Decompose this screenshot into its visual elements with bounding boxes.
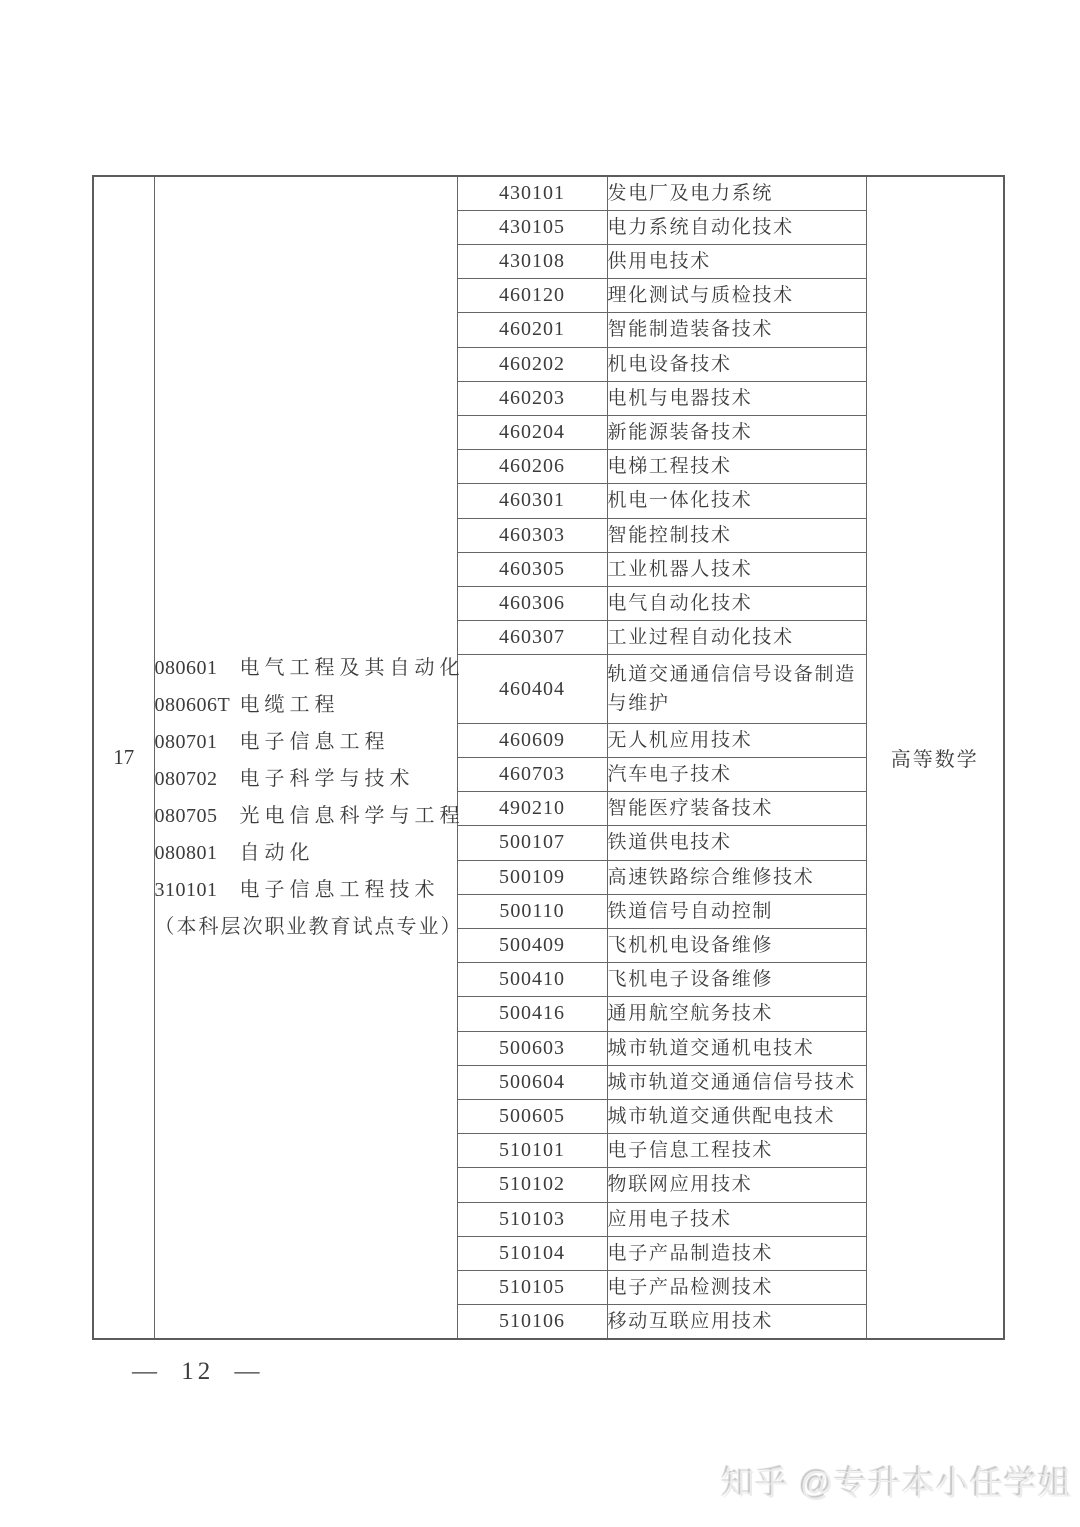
specialty-name-cell: 电力系统自动化技术: [607, 210, 866, 244]
specialty-code-cell: 460202: [457, 347, 607, 381]
specialty-name-cell: 飞机电子设备维修: [607, 963, 866, 997]
specialty-code-cell: 430108: [457, 244, 607, 278]
specialty-code-cell: 430101: [457, 176, 607, 210]
major-mapping-table: [92, 175, 1005, 1340]
undergraduate-majors-list: [154, 650, 465, 946]
undergraduate-major-line: [155, 761, 457, 798]
undergraduate-major-name: 电子科学与技术: [239, 767, 415, 790]
specialty-code-cell: 510103: [457, 1202, 607, 1236]
specialty-code-cell: 510101: [457, 1134, 607, 1168]
table-row: [93, 176, 1004, 210]
specialty-name-cell: 电子产品制造技术: [607, 1236, 866, 1270]
specialty-code-cell: 460306: [457, 586, 607, 620]
specialty-name-cell: 理化测试与质检技术: [607, 279, 866, 313]
undergraduate-major-line: [154, 798, 465, 835]
undergraduate-major-code: 080702: [154, 767, 218, 790]
specialty-name-cell: 电机与电器技术: [607, 381, 866, 415]
undergraduate-major-name: 电子信息工程: [239, 730, 390, 753]
specialty-code-cell: 460203: [457, 381, 607, 415]
specialty-code-cell: 460301: [457, 484, 607, 518]
specialty-name-cell: 飞机机电设备维修: [607, 928, 866, 962]
undergraduate-major-name: 电气工程及其自动化: [239, 656, 465, 679]
specialty-name-cell: 通用航空航务技术: [607, 997, 866, 1031]
specialty-code-cell: 510104: [457, 1236, 607, 1270]
undergraduate-major-code: 310101: [154, 878, 218, 901]
specialty-name-cell: 铁道信号自动控制: [607, 894, 866, 928]
specialty-name-cell: 智能控制技术: [607, 518, 866, 552]
undergraduate-major-line: [155, 687, 457, 724]
undergraduate-note: （本科层次职业教育试点专业）: [154, 915, 463, 938]
specialty-code-cell: 500605: [457, 1099, 607, 1133]
undergraduate-major-name: 电子信息工程技术: [239, 878, 440, 901]
specialty-name-cell: 物联网应用技术: [607, 1168, 866, 1202]
specialty-code-cell: 510106: [457, 1305, 607, 1339]
specialty-name-cell: 城市轨道交通通信信号技术: [607, 1065, 866, 1099]
specialty-name-cell: 电梯工程技术: [607, 450, 866, 484]
specialty-code-cell: 460201: [457, 313, 607, 347]
specialty-code-cell: 460703: [457, 757, 607, 791]
specialty-code-cell: 460404: [457, 655, 607, 723]
specialty-code-cell: 460204: [457, 415, 607, 449]
watermark-text: 知乎 @专升本小任学姐: [722, 1465, 1073, 1502]
specialty-code-cell: 500603: [457, 1031, 607, 1065]
specialty-name-cell: 发电厂及电力系统: [607, 176, 866, 210]
specialty-code-cell: 460206: [457, 450, 607, 484]
undergraduate-major-name: 光电信息科学与工程: [239, 804, 465, 827]
undergraduate-major-line: [154, 650, 465, 687]
specialty-name-cell: 供用电技术: [607, 244, 866, 278]
specialty-code-cell: 500409: [457, 928, 607, 962]
undergraduate-majors-cell: [154, 176, 465, 1339]
specialty-code-cell: 460609: [457, 723, 607, 757]
specialty-name-cell: 轨道交通通信信号设备制造与维护: [607, 655, 866, 723]
undergraduate-major-name: 电缆工程: [239, 693, 340, 716]
exam-subject-cell: 高等数学: [866, 176, 1004, 1339]
specialty-name-cell: 无人机应用技术: [607, 723, 866, 757]
specialty-name-cell: 高速铁路综合维修技术: [607, 860, 866, 894]
specialty-name-cell: 智能制造装备技术: [607, 313, 866, 347]
specialty-name-cell: 机电设备技术: [607, 347, 866, 381]
specialty-name-cell: 智能医疗装备技术: [607, 792, 866, 826]
specialty-code-cell: 460120: [457, 279, 607, 313]
specialty-name-cell: 电子产品检测技术: [607, 1271, 866, 1305]
undergraduate-major-code: 080606T: [154, 693, 231, 716]
undergraduate-major-line: [155, 724, 457, 761]
specialty-name-cell: 工业过程自动化技术: [607, 621, 866, 655]
specialty-name-cell: 机电一体化技术: [607, 484, 866, 518]
undergraduate-major-name: 自动化: [239, 841, 315, 864]
specialty-code-cell: 500109: [457, 860, 607, 894]
specialty-code-cell: 500110: [457, 894, 607, 928]
specialty-name-cell: 新能源装备技术: [607, 415, 866, 449]
undergraduate-major-code: 080601: [154, 656, 218, 679]
specialty-code-cell: 510105: [457, 1271, 607, 1305]
undergraduate-major-code: 080705: [154, 804, 218, 827]
undergraduate-major-code: 080701: [154, 730, 218, 753]
specialty-name-cell: 电气自动化技术: [607, 586, 866, 620]
specialty-code-cell: 500416: [457, 997, 607, 1031]
specialty-code-cell: 500107: [457, 826, 607, 860]
specialty-code-cell: 460307: [457, 621, 607, 655]
undergraduate-major-line: [155, 835, 457, 872]
undergraduate-major-line: [155, 872, 457, 909]
specialty-code-cell: 460303: [457, 518, 607, 552]
specialty-code-cell: 430105: [457, 210, 607, 244]
specialty-name-cell: 应用电子技术: [607, 1202, 866, 1236]
specialty-code-cell: 460305: [457, 552, 607, 586]
specialty-name-cell: 电子信息工程技术: [607, 1134, 866, 1168]
specialty-code-cell: 500604: [457, 1065, 607, 1099]
specialty-name-cell: 工业机器人技术: [607, 552, 866, 586]
sequence-number-cell: 17: [93, 176, 154, 1339]
specialty-name-cell: 城市轨道交通机电技术: [607, 1031, 866, 1065]
specialty-name-cell: 城市轨道交通供配电技术: [607, 1099, 866, 1133]
specialty-code-cell: 510102: [457, 1168, 607, 1202]
specialty-name-cell: 汽车电子技术: [607, 757, 866, 791]
page-number: — 12 —: [132, 1358, 264, 1385]
specialty-code-cell: 490210: [457, 792, 607, 826]
specialty-code-cell: 500410: [457, 963, 607, 997]
undergraduate-major-code: 080801: [154, 841, 218, 864]
major-table-body: [93, 176, 1004, 1339]
specialty-name-cell: 铁道供电技术: [607, 826, 866, 860]
specialty-name-cell: 移动互联应用技术: [607, 1305, 866, 1339]
